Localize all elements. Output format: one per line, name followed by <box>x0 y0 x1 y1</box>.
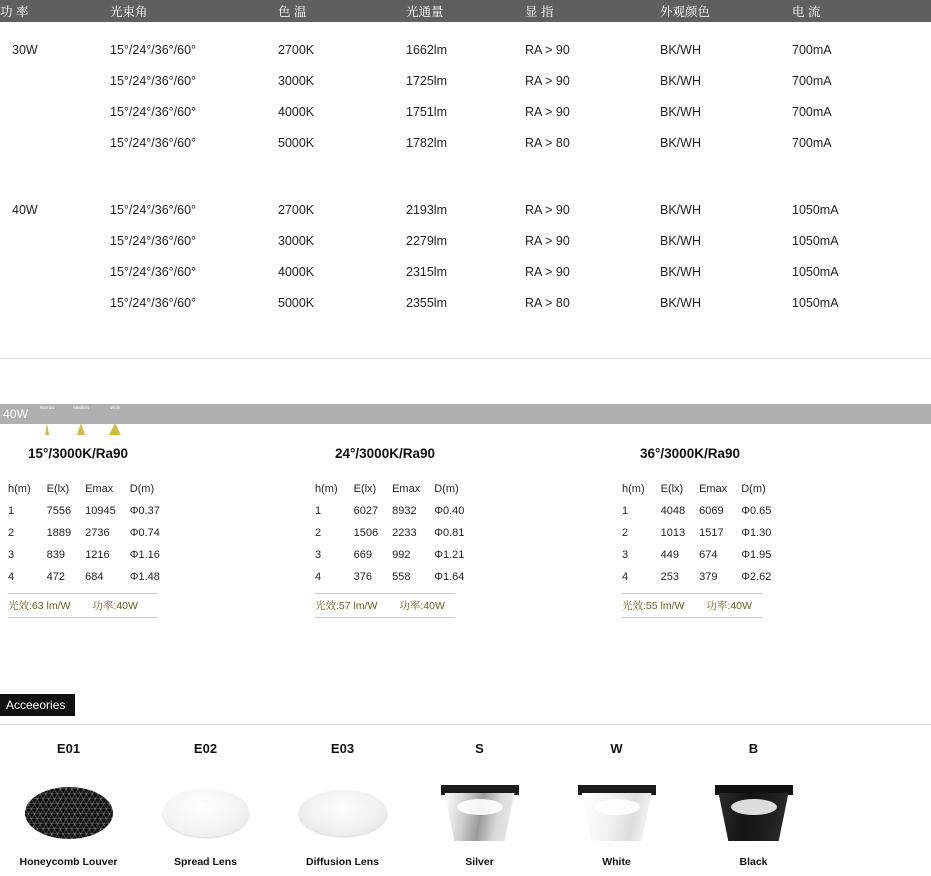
accessory-name: Silver <box>465 856 494 868</box>
efficacy-value: 光效:63 lm/W <box>8 600 71 612</box>
photometric-table <box>622 483 785 593</box>
cell-current: 1050mA <box>792 233 839 248</box>
cell-color: BK/WH <box>660 135 701 150</box>
col-h: h(m) <box>8 483 31 495</box>
cell-cct: 3000K <box>278 73 315 88</box>
photometric-band-wattage: 40W <box>3 407 29 421</box>
accessory-code: W <box>610 741 623 756</box>
spec-header-cri: 显 指 <box>525 5 554 19</box>
cell-cri: RA > 90 <box>525 233 570 248</box>
narrow-beam-cone <box>45 411 49 435</box>
photometric-header-row <box>315 483 478 505</box>
cell-e: 253 <box>660 571 679 583</box>
cell-e: 376 <box>353 571 372 583</box>
spec-table-header-row <box>0 0 931 22</box>
cell-e: 7556 <box>46 505 72 517</box>
table-row <box>0 127 931 158</box>
accessory-item-e02[interactable] <box>137 741 274 868</box>
cell-e: 669 <box>353 549 372 561</box>
cell-cct: 4000K <box>278 264 315 279</box>
cell-e: 1506 <box>353 527 379 539</box>
table-row <box>315 549 478 571</box>
silver-reflector-icon <box>411 782 548 844</box>
spec-header-current: 电 流 <box>792 5 821 19</box>
medium-beam-icon <box>70 405 92 423</box>
accessory-name: Honeycomb Louver <box>19 856 118 868</box>
cell-d: Φ1.30 <box>741 527 772 539</box>
cell-d: Φ1.64 <box>434 571 465 583</box>
cell-color: BK/WH <box>660 202 701 217</box>
accessory-code: S <box>475 741 484 756</box>
cell-current: 700mA <box>792 135 832 150</box>
narrow-beam-icon <box>36 405 58 423</box>
cell-current: 700mA <box>792 73 832 88</box>
cell-flux: 1662lm <box>406 42 447 57</box>
photometric-table <box>8 483 174 593</box>
cell-h: 4 <box>622 571 629 583</box>
spec-table-gap <box>0 158 931 194</box>
table-row <box>0 287 931 318</box>
accessory-code: E03 <box>330 741 355 756</box>
cell-cct: 4000K <box>278 104 315 119</box>
cell-e: 4048 <box>660 505 686 517</box>
cell-cct: 2700K <box>278 42 315 57</box>
photometric-table <box>315 483 478 593</box>
cell-d: Φ0.65 <box>741 505 772 517</box>
cell-cri: RA > 90 <box>525 104 570 119</box>
accessory-item-b[interactable] <box>685 741 822 868</box>
accessory-code: B <box>748 741 759 756</box>
photometric-header-row <box>8 483 174 505</box>
cell-cri: RA > 90 <box>525 202 570 217</box>
photometric-band <box>0 404 931 424</box>
cell-h: 2 <box>622 527 629 539</box>
spec-header-power: 功 率 <box>0 5 29 19</box>
cell-h: 4 <box>8 571 15 583</box>
cell-flux: 2193lm <box>406 202 447 217</box>
cell-h: 4 <box>315 571 322 583</box>
cell-cct: 5000K <box>278 135 315 150</box>
cell-power: 30W <box>12 42 38 57</box>
table-row <box>315 505 478 527</box>
medium-beam-label: Medium <box>73 405 90 410</box>
cell-emax: 8932 <box>392 505 417 517</box>
accessory-item-e03[interactable] <box>274 741 411 868</box>
wide-beam-label: Wide <box>110 405 121 410</box>
cell-cri: RA > 80 <box>525 135 570 150</box>
col-d: D(m) <box>434 483 459 495</box>
cell-current: 1050mA <box>792 202 839 217</box>
cell-beam: 15°/24°/36°/60° <box>110 42 197 57</box>
cell-e: 6027 <box>353 505 379 517</box>
cell-e: 1013 <box>660 527 686 539</box>
col-d: D(m) <box>129 483 155 495</box>
wide-beam-cone <box>109 411 121 435</box>
cell-emax: 2233 <box>392 527 417 539</box>
accessory-item-s[interactable] <box>411 741 548 868</box>
cell-beam: 15°/24°/36°/60° <box>110 233 197 248</box>
cell-color: BK/WH <box>660 233 701 248</box>
accessory-name: Spread Lens <box>173 856 238 868</box>
cell-h: 2 <box>8 527 15 539</box>
spec-header-flux: 光通量 <box>406 5 444 19</box>
accessories-label: Acceeories <box>0 694 75 716</box>
cell-emax: 992 <box>392 549 411 561</box>
efficacy-row <box>622 593 762 618</box>
table-row <box>0 194 931 225</box>
col-h: h(m) <box>315 483 338 495</box>
cell-power: 40W <box>12 202 38 217</box>
table-row <box>0 225 931 256</box>
col-emax: Emax <box>392 483 421 495</box>
narrow-beam-label: Narrow <box>40 405 55 410</box>
cell-d: Φ0.40 <box>434 505 465 517</box>
cell-emax: 379 <box>699 571 718 583</box>
honeycomb-louver-icon <box>0 782 137 844</box>
cell-beam: 15°/24°/36°/60° <box>110 295 197 310</box>
cell-current: 700mA <box>792 104 832 119</box>
col-h: h(m) <box>622 483 645 495</box>
table-row <box>8 505 174 527</box>
cell-color: BK/WH <box>660 42 701 57</box>
cell-emax: 10945 <box>85 505 116 517</box>
beam-icon-group <box>36 405 126 423</box>
cell-emax: 2736 <box>85 527 110 539</box>
cell-color: BK/WH <box>660 104 701 119</box>
accessory-name: Diffusion Lens <box>306 856 379 868</box>
table-row <box>8 549 174 571</box>
cell-d: Φ1.21 <box>434 549 465 561</box>
cell-beam: 15°/24°/36°/60° <box>110 104 197 119</box>
spec-header-beam: 光束角 <box>110 5 148 19</box>
table-row <box>0 96 931 127</box>
cell-h: 3 <box>622 549 629 561</box>
photometric-block-15deg <box>0 446 303 618</box>
cell-flux: 2355lm <box>406 295 447 310</box>
cell-e: 449 <box>660 549 679 561</box>
cell-cri: RA > 80 <box>525 295 570 310</box>
cell-h: 3 <box>8 549 15 561</box>
photometric-block-36deg <box>606 446 909 618</box>
accessories-section <box>0 618 931 868</box>
table-row <box>0 34 931 65</box>
cell-h: 1 <box>315 505 322 517</box>
cell-beam: 15°/24°/36°/60° <box>110 264 197 279</box>
cell-e: 472 <box>46 571 65 583</box>
cell-color: BK/WH <box>660 73 701 88</box>
cell-d: Φ0.37 <box>129 505 160 517</box>
cell-cct: 3000K <box>278 233 315 248</box>
wide-beam-icon <box>104 405 126 423</box>
cell-d: Φ1.95 <box>741 549 772 561</box>
cell-beam: 15°/24°/36°/60° <box>110 135 197 150</box>
accessory-code: E02 <box>193 741 218 756</box>
cell-emax: 558 <box>392 571 411 583</box>
photometric-columns <box>0 446 931 618</box>
table-row <box>315 527 478 549</box>
cell-flux: 1751lm <box>406 104 447 119</box>
table-row <box>315 571 478 593</box>
accessories-divider <box>0 724 931 725</box>
cell-cct: 5000K <box>278 295 315 310</box>
cell-emax: 6069 <box>699 505 724 517</box>
cell-current: 1050mA <box>792 264 839 279</box>
spec-header-color: 外观颜色 <box>660 5 711 19</box>
table-row <box>622 571 785 593</box>
cell-emax: 1517 <box>699 527 724 539</box>
cell-e: 1889 <box>46 527 72 539</box>
col-emax: Emax <box>699 483 728 495</box>
cell-d: Φ0.74 <box>129 527 160 539</box>
section-divider <box>0 358 931 359</box>
cell-h: 1 <box>8 505 15 517</box>
cell-flux: 1725lm <box>406 73 447 88</box>
accessories-row <box>0 741 931 868</box>
cell-e: 839 <box>46 549 65 561</box>
col-emax: Emax <box>85 483 114 495</box>
table-row <box>0 256 931 287</box>
cell-flux: 1782lm <box>406 135 447 150</box>
cell-h: 1 <box>622 505 629 517</box>
table-row <box>622 505 785 527</box>
col-e: E(lx) <box>660 483 684 495</box>
spec-header-cct: 色 温 <box>278 5 307 19</box>
photometric-title: 24°/3000K/Ra90 <box>335 446 435 461</box>
efficacy-row <box>315 593 455 618</box>
cell-d: Φ1.48 <box>129 571 160 583</box>
table-row <box>0 65 931 96</box>
photometric-header-row <box>622 483 785 505</box>
cell-color: BK/WH <box>660 295 701 310</box>
accessory-item-e01[interactable] <box>0 741 137 868</box>
cell-beam: 15°/24°/36°/60° <box>110 73 197 88</box>
col-d: D(m) <box>741 483 766 495</box>
cell-cct: 2700K <box>278 202 315 217</box>
black-reflector-icon <box>685 782 822 844</box>
cell-d: Φ0.81 <box>434 527 465 539</box>
col-e: E(lx) <box>353 483 377 495</box>
spread-lens-icon <box>137 782 274 844</box>
cell-beam: 15°/24°/36°/60° <box>110 202 197 217</box>
cell-flux: 2279lm <box>406 233 447 248</box>
medium-beam-cone <box>77 411 85 435</box>
cell-flux: 2315lm <box>406 264 447 279</box>
cell-current: 700mA <box>792 42 832 57</box>
cell-cri: RA > 90 <box>525 73 570 88</box>
cell-color: BK/WH <box>660 264 701 279</box>
col-e: E(lx) <box>46 483 70 495</box>
power-value: 功率:40W <box>399 600 445 612</box>
cell-cri: RA > 90 <box>525 42 570 57</box>
accessory-name: Black <box>739 856 768 868</box>
spec-table <box>0 0 931 359</box>
photometric-title: 15°/3000K/Ra90 <box>28 446 128 461</box>
efficacy-value: 光效:57 lm/W <box>315 600 378 612</box>
power-value: 功率:40W <box>92 600 138 612</box>
cell-h: 3 <box>315 549 322 561</box>
accessory-item-w[interactable] <box>548 741 685 868</box>
table-row <box>8 527 174 549</box>
cell-emax: 674 <box>699 549 718 561</box>
table-row <box>8 571 174 593</box>
cell-emax: 1216 <box>85 549 110 561</box>
cell-emax: 684 <box>85 571 104 583</box>
efficacy-value: 光效:55 lm/W <box>622 600 685 612</box>
table-row <box>622 549 785 571</box>
table-row <box>622 527 785 549</box>
photometric-title: 36°/3000K/Ra90 <box>640 446 740 461</box>
accessory-name: White <box>602 856 631 868</box>
photometric-block-24deg <box>303 446 606 618</box>
cell-cri: RA > 90 <box>525 264 570 279</box>
cell-d: Φ2.62 <box>741 571 772 583</box>
cell-d: Φ1.16 <box>129 549 160 561</box>
power-value: 功率:40W <box>706 600 752 612</box>
cell-h: 2 <box>315 527 322 539</box>
diffusion-lens-icon <box>274 782 411 844</box>
cell-current: 1050mA <box>792 295 839 310</box>
white-reflector-icon <box>548 782 685 844</box>
accessory-code: E01 <box>56 741 81 756</box>
efficacy-row <box>8 593 158 618</box>
